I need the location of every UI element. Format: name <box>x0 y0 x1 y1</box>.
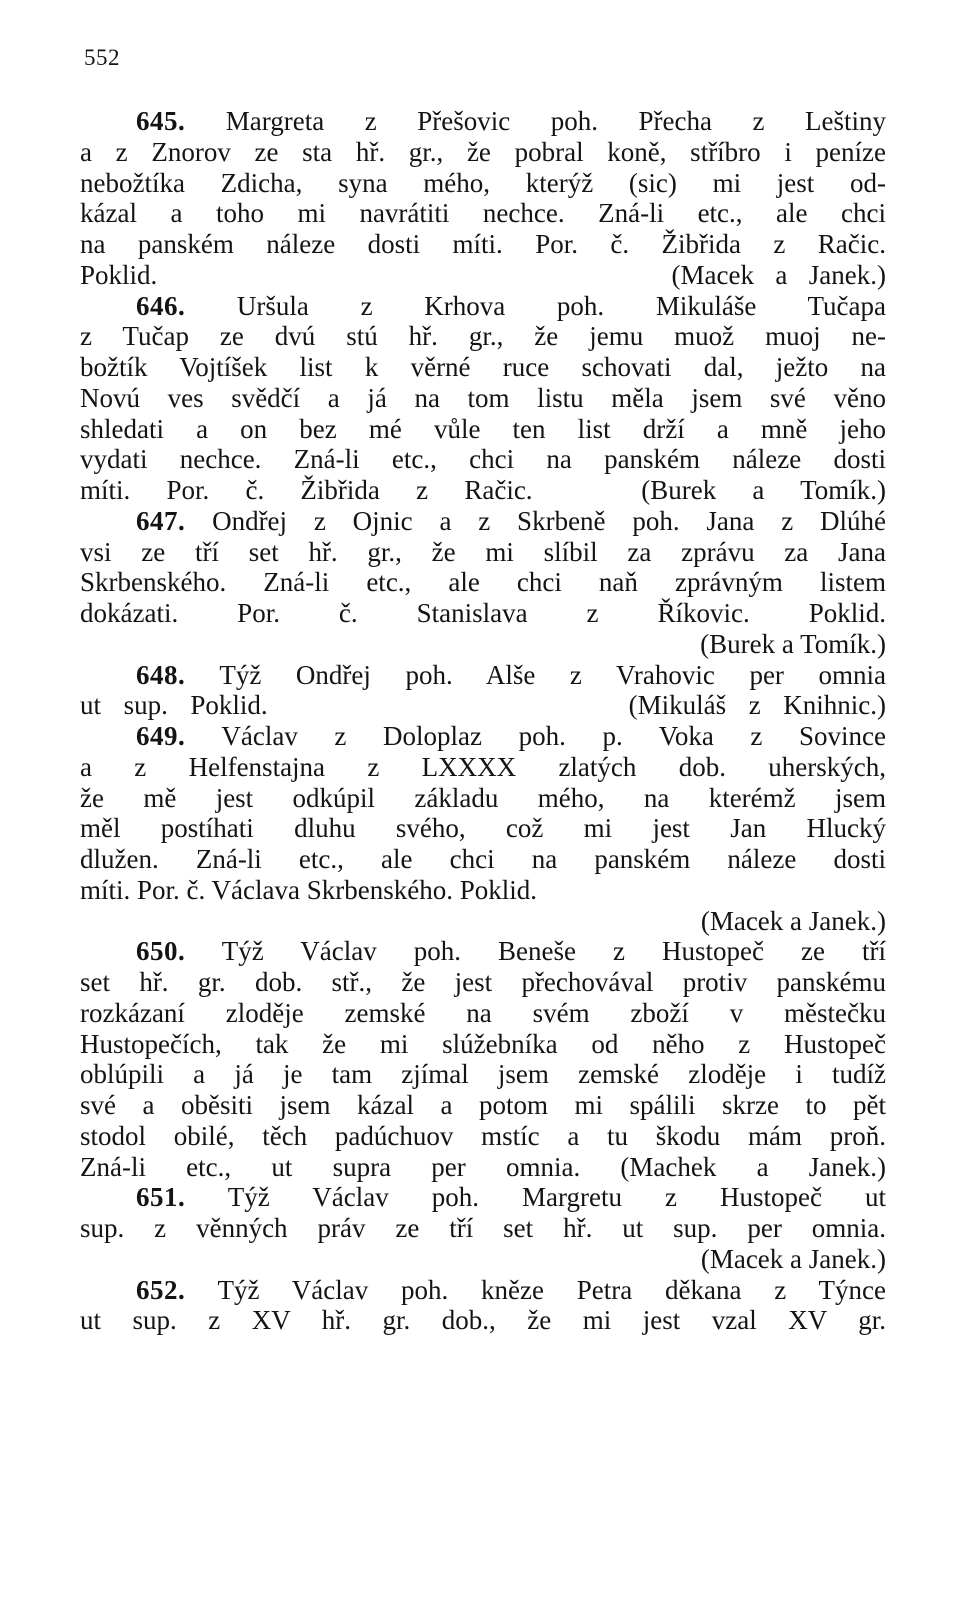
text-line <box>80 168 886 199</box>
line-text: Václav z Doloplaz poh. p. Voka z Sovince <box>185 721 886 751</box>
entry-number: 646. <box>136 290 186 321</box>
text-line <box>80 1213 886 1244</box>
text-line <box>80 906 886 937</box>
line-text: ut sup. Poklid. (Mikuláš z Knihnic.) <box>80 690 886 721</box>
text-line <box>80 1305 886 1336</box>
line-text: Týž Václav poh. kněze Petra děkana z Týnce <box>185 1274 886 1305</box>
line-text: ut sup. z XV hř. gr. dob., že mi jest vzal XV gr. <box>80 1305 886 1336</box>
text-line <box>80 844 886 875</box>
line-text: Novú ves svědčí a já na tom listu měla jsem své věno <box>80 382 886 413</box>
text-line <box>80 137 886 168</box>
line-text: božtík Vojtíšek list k věrné ruce schovati dal, ježto na <box>80 352 886 382</box>
entry-number: 645. <box>136 106 186 136</box>
line-text: že mě jest odkúpil základu mého, na kterémž jsem <box>80 782 886 813</box>
line-text: vydati nechce. Zná-li etc., chci na panském náleze dosti <box>80 444 886 475</box>
entry-number: 648. <box>136 659 186 690</box>
text-line <box>80 475 886 506</box>
text-line <box>80 721 886 752</box>
text-line <box>80 321 886 352</box>
text-line <box>80 1059 886 1090</box>
page-number: 552 <box>84 45 120 70</box>
text-line <box>80 198 886 229</box>
entry-number: 649. <box>136 721 186 751</box>
text-line <box>80 783 886 814</box>
line-text: kázal a toho mi navrátiti nechce. Zná-li etc., ale chci <box>80 198 886 229</box>
text-line <box>80 1121 886 1152</box>
text-line <box>80 1152 886 1183</box>
text-line <box>80 1090 886 1121</box>
text-line <box>80 106 886 137</box>
entry-number: 647. <box>136 505 186 536</box>
text-line <box>80 967 886 998</box>
text-line <box>80 1244 886 1275</box>
entry-number: 651. <box>136 1182 186 1213</box>
line-text: oblúpili a já je tam zjímal jsem zemské zloděje i tudíž <box>80 1059 886 1090</box>
line-text: měl postíhati dluhu svého, což mi jest Jan Hlucký <box>80 813 886 844</box>
text-line <box>80 875 886 906</box>
line-text: Hustopečích, tak že mi slúžebníka od něho z Hustopeč <box>80 1028 886 1059</box>
line-text: sup. z věnných práv ze tří set hř. ut sup. per omnia. <box>80 1213 886 1243</box>
line-text: stodol obilé, těch padúchuov mstíc a tu škodu mám proň. <box>80 1120 886 1151</box>
line-text: dlužen. Zná-li etc., ale chci na panském náleze dosti <box>80 844 886 874</box>
text-line <box>80 598 886 629</box>
text-line <box>80 1182 886 1213</box>
line-text: Skrbenského. Zná-li etc., ale chci naň zprávným listem <box>80 567 886 598</box>
line-text: své a oběsiti jsem kázal a potom mi spálili skrze to pět <box>80 1090 886 1120</box>
text-line <box>80 690 886 721</box>
text-line <box>80 629 886 660</box>
line-text: a z Znorov ze sta hř. gr., že pobral koně, stříbro i peníze <box>80 136 886 167</box>
text-line <box>80 291 886 322</box>
text-line <box>80 567 886 598</box>
text-block <box>80 106 886 1336</box>
line-text: a z Helfenstajna z LXXXX zlatých dob. uherských, <box>80 751 886 782</box>
text-line <box>80 1275 886 1306</box>
line-text: Zná-li etc., ut supra per omnia. (Machek a Janek.) <box>80 1151 886 1182</box>
line-text: z Tučap ze dvú stú hř. gr., že jemu muož muoj ne- <box>80 321 886 352</box>
text-line <box>80 813 886 844</box>
text-line <box>80 383 886 414</box>
text-line <box>80 936 886 967</box>
line-text: Poklid. (Macek a Janek.) <box>80 259 886 290</box>
text-line <box>80 998 886 1029</box>
line-text: míti. Por. č. Václava Skrbenského. Poklid. <box>80 874 537 905</box>
entry-number: 650. <box>136 936 186 967</box>
text-line <box>80 352 886 383</box>
line-text: rozkázaní zloděje zemské na svém zboží v městečku <box>80 997 886 1028</box>
text-line <box>80 414 886 445</box>
text-line <box>80 1029 886 1060</box>
entry-number: 652. <box>136 1274 186 1305</box>
line-text: na panském náleze dosti míti. Por. č. Žibřida z Račic. <box>80 229 886 259</box>
line-text: shledati a on bez mé vůle ten list drží a mně jeho <box>80 413 886 444</box>
text-line <box>80 660 886 691</box>
line-text: Týž Václav poh. Beneše z Hustopeč ze tří <box>185 936 886 967</box>
text-line <box>80 752 886 783</box>
line-text: míti. Por. č. Žibřida z Račic. (Burek a Tomík.) <box>80 475 886 505</box>
line-text: Týž Václav poh. Margretu z Hustopeč ut <box>185 1182 886 1213</box>
line-text: nebožtíka Zdicha, syna mého, kterýž (sic) mi jest od- <box>80 167 886 198</box>
line-text: (Burek a Tomík.) <box>700 628 886 659</box>
text-line <box>80 260 886 291</box>
line-text: set hř. gr. dob. stř., že jest přechovával protiv panskému <box>80 967 886 997</box>
line-text: dokázati. Por. č. Stanislava z Říkovic. Poklid. <box>80 598 886 628</box>
line-text: (Macek a Janek.) <box>700 905 886 936</box>
line-text: vsi ze tří set hř. gr., že mi slíbil za zprávu za Jana <box>80 536 886 567</box>
text-line <box>80 506 886 537</box>
line-text: Margreta z Přešovic poh. Přecha z Leštiny <box>185 106 886 136</box>
line-text: Uršula z Krhova poh. Mikuláše Tučapa <box>185 290 886 321</box>
line-text: Týž Ondřej poh. Alše z Vrahovic per omnia <box>185 659 886 690</box>
line-text: (Macek a Janek.) <box>700 1243 886 1274</box>
text-line <box>80 444 886 475</box>
text-line <box>80 537 886 568</box>
line-text: Ondřej z Ojnic a z Skrbeně poh. Jana z Dlúhé <box>185 505 886 536</box>
text-line <box>80 229 886 260</box>
